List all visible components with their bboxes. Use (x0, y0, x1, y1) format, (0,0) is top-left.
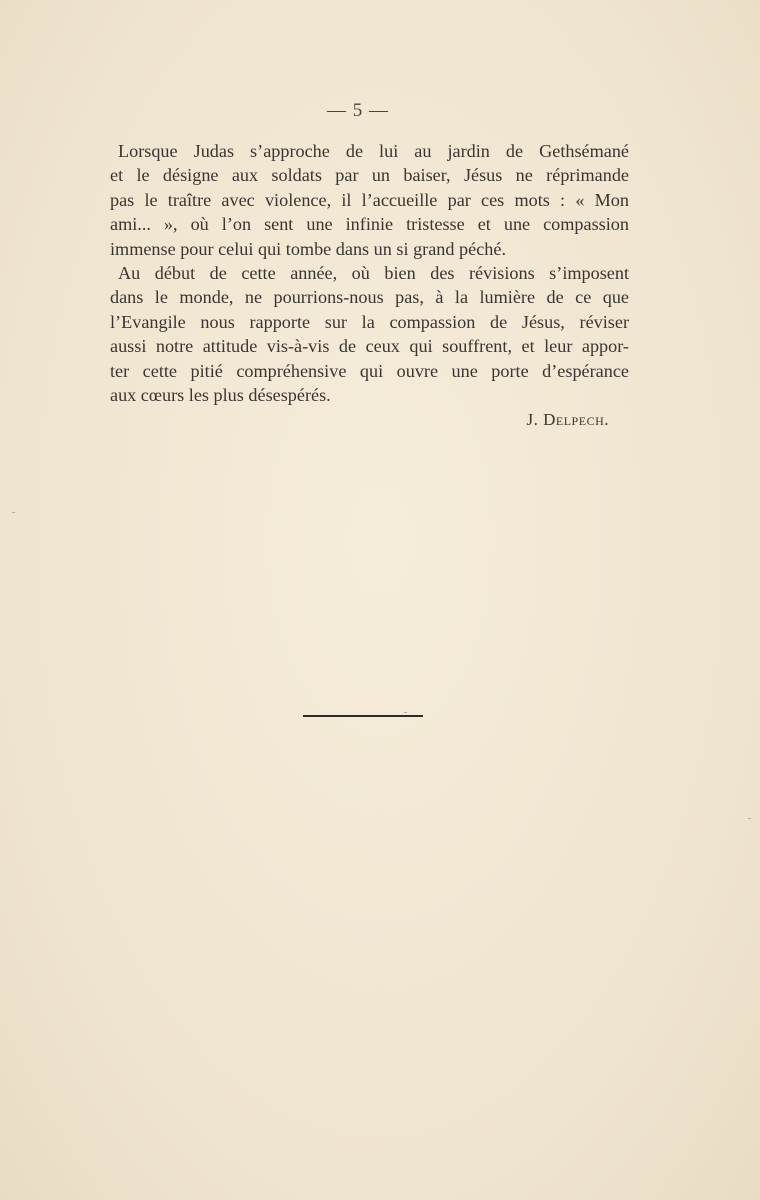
text-line: ter cette pitié compréhensive qui ouvre une porte d’espérance (110, 360, 629, 381)
page-number: — 5 — (327, 100, 389, 121)
signature-surname: Delpech. (543, 410, 609, 429)
text-line: l’Evangile nous rapporte sur la compassion de Jésus, réviser (110, 311, 629, 332)
paragraph-2 (110, 261, 629, 407)
text-line: pas le traître avec violence, il l’accueille par ces mots : « Mon (110, 189, 629, 210)
text-line: aussi notre attitude vis-à-vis de ceux qui souffrent, et leur appor- (110, 336, 629, 357)
paper-speck (748, 818, 751, 819)
text-line: aux cœurs les plus désespérés. (110, 385, 331, 406)
signature-initial: J. (526, 410, 539, 429)
text-line: et le désigne aux soldats par un baiser, Jésus ne réprimande (110, 165, 629, 186)
paper-speck (12, 512, 15, 513)
paper-speck (404, 712, 407, 713)
text-line: Lorsque Judas s’approche de lui au jardin de Gethsémané (118, 141, 629, 161)
text-line: dans le monde, ne pourrions-nous pas, à la lumière de ce que (110, 287, 629, 308)
body-text (110, 139, 629, 407)
text-line: immense pour celui qui tombe dans un si grand péché. (110, 238, 506, 259)
author-signature (527, 410, 610, 430)
paragraph-1 (110, 139, 629, 261)
text-line: Au début de cette année, où bien des révisions s’imposent (118, 263, 629, 284)
text-line: ami... », où l’on sent une infinie tristesse et une compassion (110, 214, 629, 235)
end-rule-divider (303, 715, 423, 717)
